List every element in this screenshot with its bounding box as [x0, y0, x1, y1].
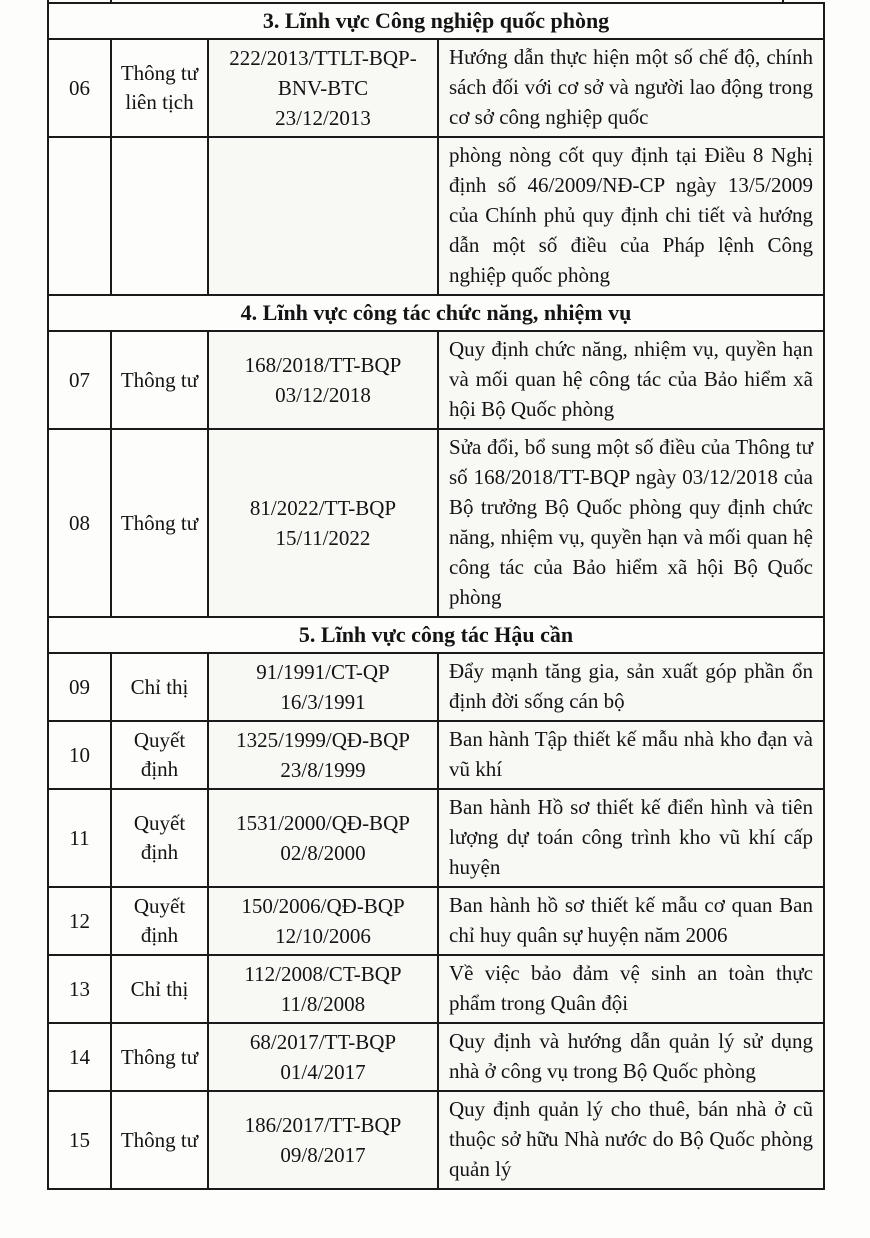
- doc-ref-cell: [208, 39, 438, 137]
- doc-ref-cell: [208, 429, 438, 617]
- legal-documents-table: [47, 2, 825, 1190]
- doc-ref: 222/2013/TTLT-BQP-BNV-BTC: [229, 46, 417, 100]
- doc-type-cell: Quyết định: [111, 887, 208, 955]
- doc-ref: 168/2018/TT-BQP: [244, 353, 402, 377]
- doc-type-cell: Chỉ thị: [111, 955, 208, 1023]
- doc-type-cell: Quyết định: [111, 789, 208, 887]
- section-title: 5. Lĩnh vực công tác Hậu cần: [48, 617, 824, 653]
- doc-date: 02/8/2000: [280, 841, 366, 865]
- doc-ref-cell: [208, 887, 438, 955]
- table-row: [48, 789, 824, 887]
- doc-ref: 150/2006/QĐ-BQP: [241, 894, 405, 918]
- doc-number-cell: 15: [48, 1091, 111, 1189]
- doc-description-continued-cell: phòng nòng cốt quy định tại Điều 8 Nghị định số 46/2009/NĐ-CP ngày 13/5/2009 của Chính phủ quy định chi tiết và hướng dẫn một số điều của Pháp lệnh Công nghiệp quốc phòng: [438, 137, 824, 295]
- doc-date: 09/8/2017: [280, 1143, 366, 1167]
- doc-ref: 186/2017/TT-BQP: [244, 1113, 402, 1137]
- doc-date: 01/4/2017: [280, 1060, 366, 1084]
- doc-number-cell: 14: [48, 1023, 111, 1091]
- doc-date: 03/12/2018: [275, 383, 371, 407]
- doc-ref: 1531/2000/QĐ-BQP: [236, 811, 410, 835]
- table-row: [48, 721, 824, 789]
- doc-description-cell: Sửa đổi, bổ sung một số điều của Thông tư số 168/2018/TT-BQP ngày 03/12/2018 của Bộ trưởng Bộ Quốc phòng quy định chức năng, nhiệm vụ, quyền hạn và mối quan hệ công tác của Bảo hiểm xã hội Bộ Quốc phòng: [438, 429, 824, 617]
- doc-type-cell: Thông tư liên tịch: [111, 39, 208, 137]
- doc-type-cell: Chỉ thị: [111, 653, 208, 721]
- doc-date: 23/12/2013: [275, 106, 371, 130]
- table-row: [48, 887, 824, 955]
- doc-number-cell: 12: [48, 887, 111, 955]
- continuation-row: [48, 137, 824, 295]
- section-title: 3. Lĩnh vực Công nghiệp quốc phòng: [48, 3, 824, 39]
- doc-date: 15/11/2022: [275, 526, 371, 550]
- doc-number-cell: 13: [48, 955, 111, 1023]
- doc-type-cell: Quyết định: [111, 721, 208, 789]
- doc-description-cell: Đẩy mạnh tăng gia, sản xuất góp phần ổn định đời sống cán bộ: [438, 653, 824, 721]
- doc-date: 23/8/1999: [280, 758, 366, 782]
- table-row: [48, 429, 824, 617]
- table-row: [48, 331, 824, 429]
- section-title: 4. Lĩnh vực công tác chức năng, nhiệm vụ: [48, 295, 824, 331]
- doc-number-cell: 08: [48, 429, 111, 617]
- doc-ref: 112/2008/CT-BQP: [244, 962, 402, 986]
- doc-description-cell: Hướng dẫn thực hiện một số chế độ, chính sách đối với cơ sở và người lao động trong cơ sở công nghiệp quốc: [438, 39, 824, 137]
- doc-description-cell: Về việc bảo đảm vệ sinh an toàn thực phẩm trong Quân đội: [438, 955, 824, 1023]
- doc-type-cell: Thông tư: [111, 1023, 208, 1091]
- doc-number-cell: 06: [48, 39, 111, 137]
- doc-description-cell: Ban hành Tập thiết kế mẫu nhà kho đạn và vũ khí: [438, 721, 824, 789]
- empty-type-cell: [111, 137, 208, 295]
- doc-type-cell: Thông tư: [111, 429, 208, 617]
- doc-description-cell: Quy định quản lý cho thuê, bán nhà ở cũ thuộc sở hữu Nhà nước do Bộ Quốc phòng quản lý: [438, 1091, 824, 1189]
- table-row: [48, 1091, 824, 1189]
- doc-description-cell: Ban hành hồ sơ thiết kế mẫu cơ quan Ban chỉ huy quân sự huyện năm 2006: [438, 887, 824, 955]
- doc-ref-cell: [208, 955, 438, 1023]
- table-row: [48, 39, 824, 137]
- doc-date: 11/8/2008: [280, 992, 366, 1016]
- doc-ref: 81/2022/TT-BQP: [249, 496, 397, 520]
- table-row: [48, 955, 824, 1023]
- doc-number-cell: 07: [48, 331, 111, 429]
- doc-ref: 68/2017/TT-BQP: [249, 1030, 397, 1054]
- doc-ref-cell: [208, 1091, 438, 1189]
- doc-date: 12/10/2006: [275, 924, 371, 948]
- doc-type-cell: Thông tư: [111, 1091, 208, 1189]
- doc-number-cell: 09: [48, 653, 111, 721]
- section-header-row: [48, 295, 824, 331]
- doc-description-cell: Ban hành Hồ sơ thiết kế điển hình và tiên lượng dự toán công trình kho vũ khí cấp huyện: [438, 789, 824, 887]
- doc-ref: 91/1991/CT-QP: [256, 660, 390, 684]
- doc-description-cell: Quy định và hướng dẫn quản lý sử dụng nhà ở công vụ trong Bộ Quốc phòng: [438, 1023, 824, 1091]
- doc-date: 16/3/1991: [280, 690, 366, 714]
- doc-ref-cell: [208, 789, 438, 887]
- doc-type-cell: Thông tư: [111, 331, 208, 429]
- doc-description-cell: Quy định chức năng, nhiệm vụ, quyền hạn và mối quan hệ công tác của Bảo hiểm xã hội Bộ Quốc phòng: [438, 331, 824, 429]
- doc-ref-cell: [208, 721, 438, 789]
- doc-ref: 1325/1999/QĐ-BQP: [236, 728, 410, 752]
- doc-number-cell: 11: [48, 789, 111, 887]
- table-row: [48, 1023, 824, 1091]
- empty-number-cell: [48, 137, 111, 295]
- table-row: [48, 653, 824, 721]
- section-header-row: [48, 617, 824, 653]
- doc-ref-cell: [208, 653, 438, 721]
- doc-ref-cell: [208, 1023, 438, 1091]
- section-header-row: [48, 3, 824, 39]
- empty-ref-cell: [208, 137, 438, 295]
- doc-number-cell: 10: [48, 721, 111, 789]
- doc-ref-cell: [208, 331, 438, 429]
